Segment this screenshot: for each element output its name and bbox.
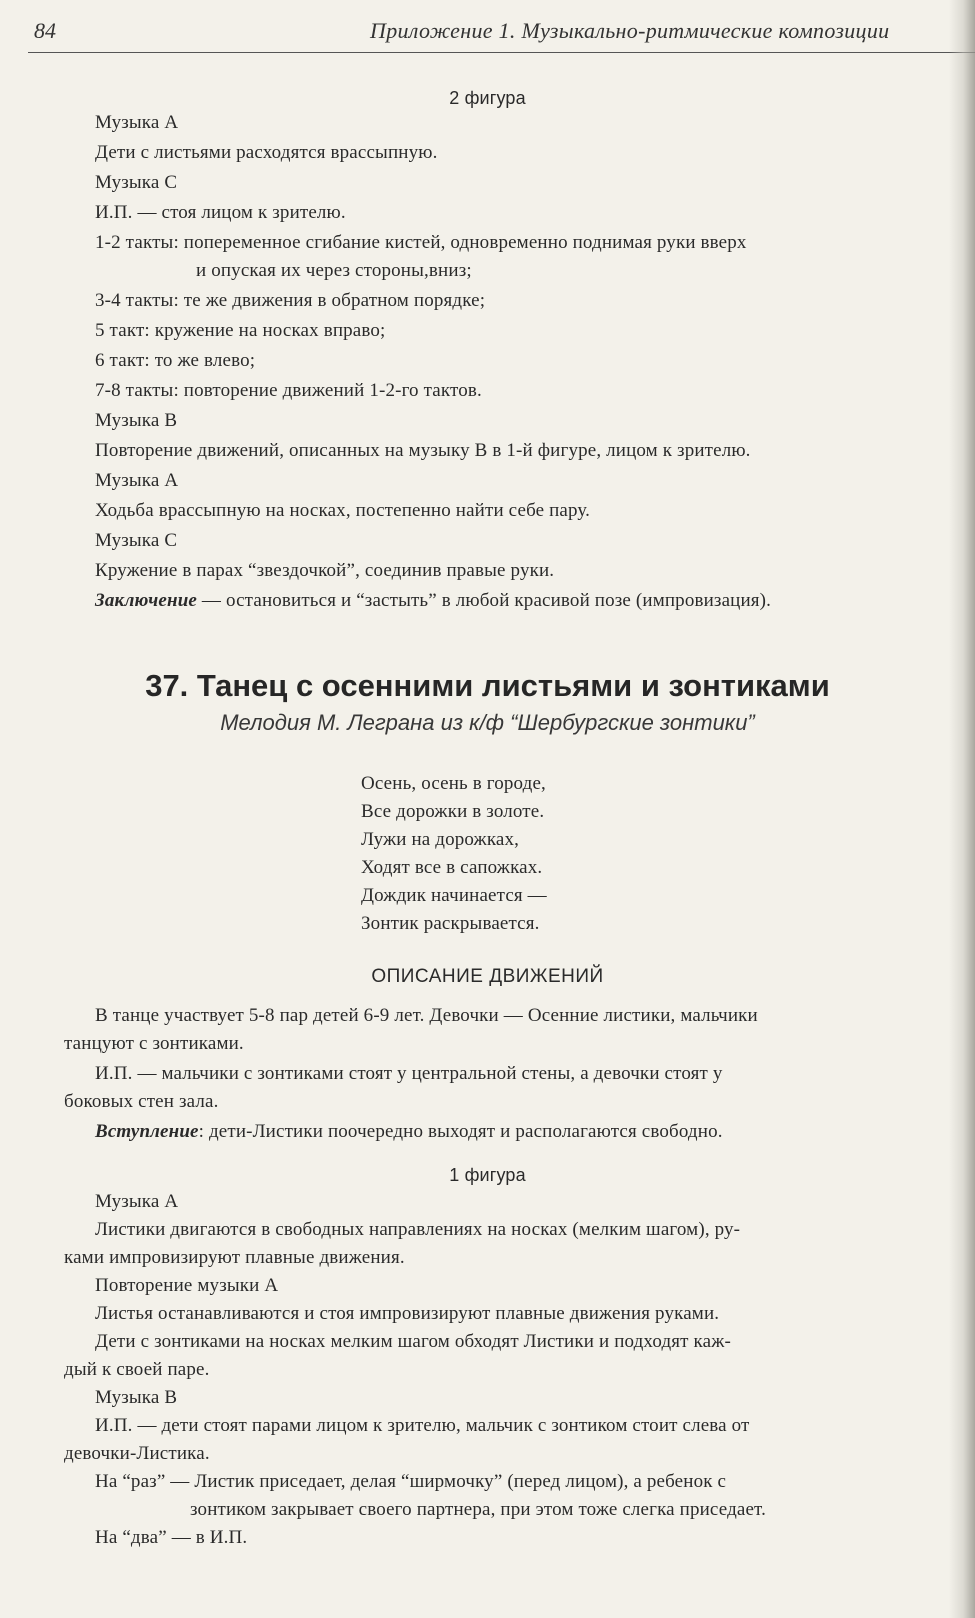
text-line: Повторение музыки А <box>95 1275 279 1296</box>
paragraph-line: В танце участвует 5-8 пар детей 6-9 лет. Девочки — Осенние листики, мальчики <box>95 1005 758 1026</box>
text-line: Листики двигаются в свободных направлениях на носках (мелким шагом), ру- <box>95 1219 741 1240</box>
text-line: Музыка С <box>95 530 178 551</box>
text-line: Дети с листьями расходятся врассыпную. <box>95 142 438 163</box>
header-rule <box>28 52 975 53</box>
text-line: 7-8 такты: повторение движений 1-2-го тактов. <box>95 380 482 401</box>
text-line: На “два” — в И.П. <box>95 1527 248 1548</box>
text-line: И.П. — дети стоят парами лицом к зрителю, мальчик с зонтиком стоит слева от <box>95 1415 750 1436</box>
song-subtitle: Мелодия М. Леграна из к/ф “Шербургские зонтики” <box>220 710 755 735</box>
figure-heading-2: 2 фигура <box>449 88 526 108</box>
intro-label: Вступление <box>95 1121 199 1142</box>
text-line: Музыка А <box>95 112 179 133</box>
text-line-indent: зонтиком закрывает своего партнера, при этом тоже слегка приседает. <box>190 1499 766 1520</box>
section-heading: ОПИСАНИЕ ДВИЖЕНИЙ <box>371 966 604 987</box>
text-line: Музыка А <box>95 1191 179 1212</box>
verse-line: Зонтик раскрывается. <box>361 913 540 934</box>
verse-line: Ходят все в сапожках. <box>361 857 543 878</box>
text-line: Кружение в парах “звездочкой”, соединив правые руки. <box>95 560 555 581</box>
paragraph-line: танцуют с зонтиками. <box>64 1033 244 1054</box>
text-line: Повторение движений, описанных на музыку В в 1-й фигуре, лицом к зрителю. <box>95 440 751 461</box>
text-line: 1-2 такты: попеременное сгибание кистей, одновременно поднимая руки вверх <box>95 232 747 253</box>
paragraph-line: боковых стен зала. <box>64 1091 219 1112</box>
intro-line <box>95 1120 723 1144</box>
text-line: 6 такт: то же влево; <box>95 350 256 371</box>
text-line: Дети с зонтиками на носках мелким шагом обходят Листики и подходят каж- <box>95 1331 731 1352</box>
intro-text: : дети-Листики поочередно выходят и располагаются свободно. <box>198 1121 723 1142</box>
page-number: 84 <box>34 18 56 43</box>
verse-line: Дождик начинается — <box>361 885 547 906</box>
paragraph-line: И.П. — мальчики с зонтиками стоят у центральной стены, а девочки стоят у <box>95 1063 723 1084</box>
text-line: Ходьба врассыпную на носках, постепенно найти себе пару. <box>95 500 591 521</box>
text-line: 3-4 такты: те же движения в обратном порядке; <box>95 290 486 311</box>
conclusion-label: Заключение <box>95 590 198 611</box>
verse-line: Осень, осень в городе, <box>361 773 546 794</box>
text-line: И.П. — стоя лицом к зрителю. <box>95 202 346 223</box>
text-line: На “раз” — Листик приседает, делая “ширмочку” (перед лицом), а ребенок с <box>95 1471 727 1492</box>
text-line: девочки-Листика. <box>64 1443 210 1464</box>
page-header <box>34 18 975 48</box>
text-line-indent: и опуская их через стороны,вниз; <box>196 260 472 281</box>
conclusion-line <box>95 589 771 613</box>
figure-heading-1: 1 фигура <box>449 1165 526 1185</box>
song-title: 37. Танец с осенними листьями и зонтиками <box>145 668 830 703</box>
text-line: Листья останавливаются и стоя импровизируют плавные движения руками. <box>95 1303 720 1324</box>
text-line: 5 такт: кружение на носках вправо; <box>95 320 386 341</box>
text-line: Музыка А <box>95 470 179 491</box>
text-line: ками импровизируют плавные движения. <box>64 1247 405 1268</box>
binding-shadow <box>949 0 975 1618</box>
verse-line: Лужи на дорожках, <box>361 829 520 850</box>
text-line: дый к своей паре. <box>64 1359 210 1380</box>
text-line: Музыка С <box>95 172 178 193</box>
text-line: Музыка В <box>95 410 178 431</box>
running-title: Приложение 1. Музыкально-ритмические композиции <box>370 18 890 43</box>
text-line: Музыка В <box>95 1387 178 1408</box>
verse-line: Все дорожки в золоте. <box>361 801 545 822</box>
conclusion-text: — остановиться и “застыть” в любой красивой позе (импровизация). <box>197 590 772 611</box>
